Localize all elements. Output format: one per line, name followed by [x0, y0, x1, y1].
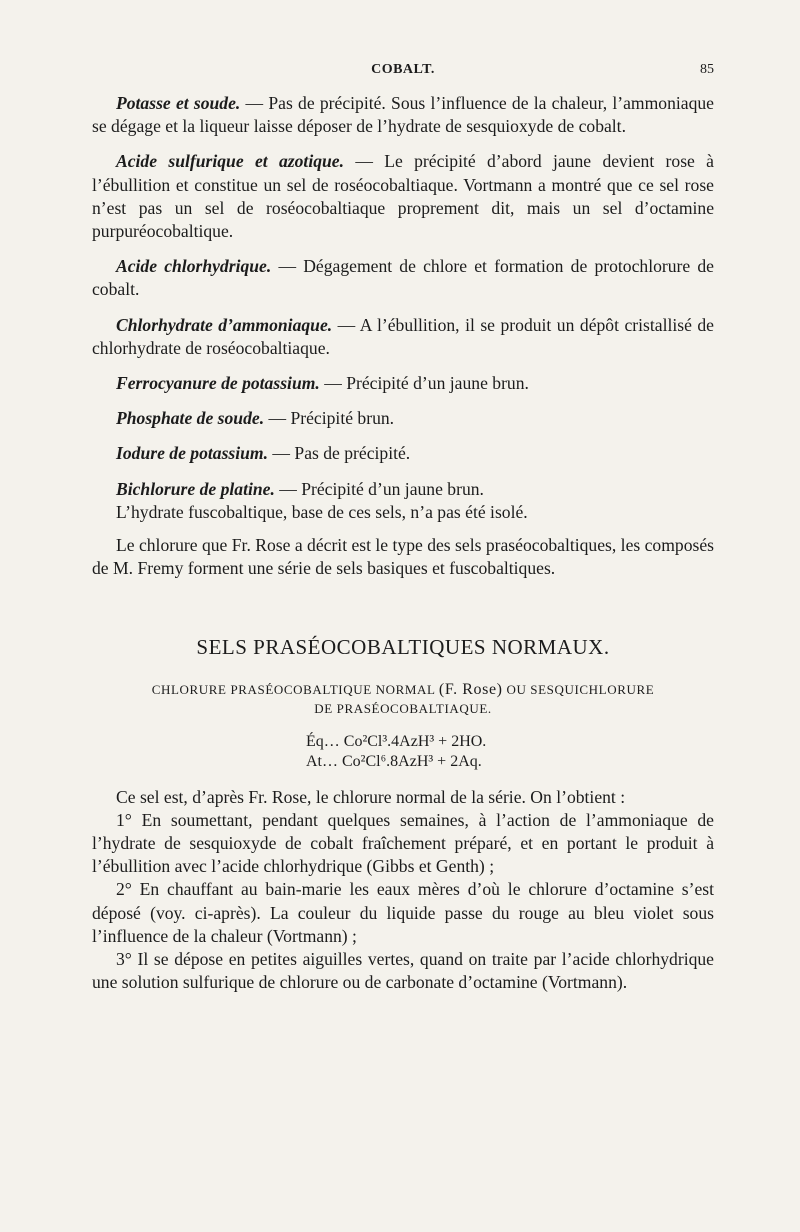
reagent-name: Bichlorure de platine. [116, 478, 275, 499]
atomic-formula-line [306, 752, 714, 772]
reagent-name: Chlorhydrate d’ammoniaque. [116, 314, 333, 335]
reagent-entry [92, 314, 714, 360]
reagent-name: Ferrocyanure de potassium. [116, 373, 320, 394]
reagent-name: Phosphate de soude. [116, 408, 265, 429]
preparation-method: 2° En chauffant au bain-marie les eaux mères d’où le chlorure d’octamine s’est déposé (voy. ci-après). La couleur du liquide passe du rouge au bleu violet sous l’influence de la chaleur (Vortmann) ; [92, 879, 714, 946]
reagent-entry [92, 255, 714, 301]
reagent-result: — Pas de précipité. [268, 443, 411, 464]
formula-label: Éq… [306, 732, 340, 750]
page-body [92, 92, 714, 994]
preparation-method: 1° En soumettant, pendant quelques semaines, à l’action de l’ammoniaque de l’hydrate de sesquioxyde de cobalt fraîchement préparé, et en portant le produit à l’ébullition avec l’acide chlorhydrique (Gibbs et Genth) ; [92, 809, 714, 877]
formula-block [306, 732, 714, 772]
compound-heading-part: CHLORURE PRASÉOCOBALTIQUE NORMAL [151, 681, 436, 697]
reagent-entry [92, 372, 714, 395]
page-number: 85 [700, 62, 714, 77]
reagent-result: — Le précipité d’abord jaune devient rose à l’ébullition et constitue un sel de roséocobaltiaque. Vortmann a montré que ce sel rose n’est pas un sel de roséocobaltiaque proprement dit, mais un sel d’octamine purpuréocobaltique. [92, 151, 714, 242]
formula: Co²Cl⁶.8AzH³ + 2Aq. [342, 752, 482, 770]
compound-heading-part: OU SESQUICHLORURE [506, 681, 655, 697]
reagent-entry [92, 150, 714, 243]
body-paragraph: Le chlorure que Fr. Rose a décrit est le type des sels praséocobaltiques, les composés de M. Fremy forment une série de sels basiques et fuscobaltiques. [92, 535, 715, 579]
reagent-entry [92, 442, 714, 465]
reagent-name: Acide sulfurique et azotique. [116, 151, 344, 172]
hydrate-note: L’hydrate fuscobaltique, base de ces sels, n’a pas été isolé. [116, 501, 528, 522]
reagent-entry [92, 407, 714, 430]
reagent-name: Iodure de potassium. [116, 443, 269, 464]
reagent-result: — Précipité brun. [264, 408, 395, 429]
reagent-result: — Précipité d’un jaune brun. [319, 373, 529, 394]
formula: Co²Cl³.4AzH³ + 2HO. [343, 732, 487, 750]
reagent-name: Acide chlorhydrique. [116, 256, 272, 277]
formula-label: At… [306, 752, 338, 770]
compound-heading-author: (F. Rose) [438, 680, 503, 698]
preparation-method: 3° Il se dépose en petites aiguilles vertes, quand on traite par l’acide chlorhydrique une solution sulfurique de chlorure ou de carbonate d’octamine (Vortmann). [92, 949, 714, 993]
compound-heading [92, 680, 714, 718]
body-paragraph: Ce sel est, d’après Fr. Rose, le chlorure normal de la série. On l’obtient : [116, 786, 626, 807]
reagent-result: — Pas de précipité. Sous l’influence de la chaleur, l’ammoniaque se dégage et la liqueur laisse déposer de l’hydrate de sesquioxyde de cobalt. [92, 93, 714, 137]
compound-heading-part: DE PRASÉOCOBALTIAQUE. [314, 700, 492, 716]
reagent-result: — A l’ébullition, il se produit un dépôt cristallisé de chlorhydrate de roséocobaltiaque. [92, 314, 714, 358]
reagent-entry [92, 92, 714, 138]
page-header [92, 62, 714, 84]
reagent-result: — Dégagement de chlore et formation de protochlorure de cobalt. [92, 256, 714, 300]
section-title: SELS PRASÉOCOBALTIQUES NORMAUX. [196, 635, 610, 660]
reagent-name: Potasse et soude. [116, 93, 241, 113]
equivalent-formula-line [306, 732, 714, 752]
reagent-result: — Précipité d’un jaune brun. [274, 478, 484, 499]
running-title: COBALT. [371, 62, 435, 77]
reagent-entry [92, 478, 714, 501]
